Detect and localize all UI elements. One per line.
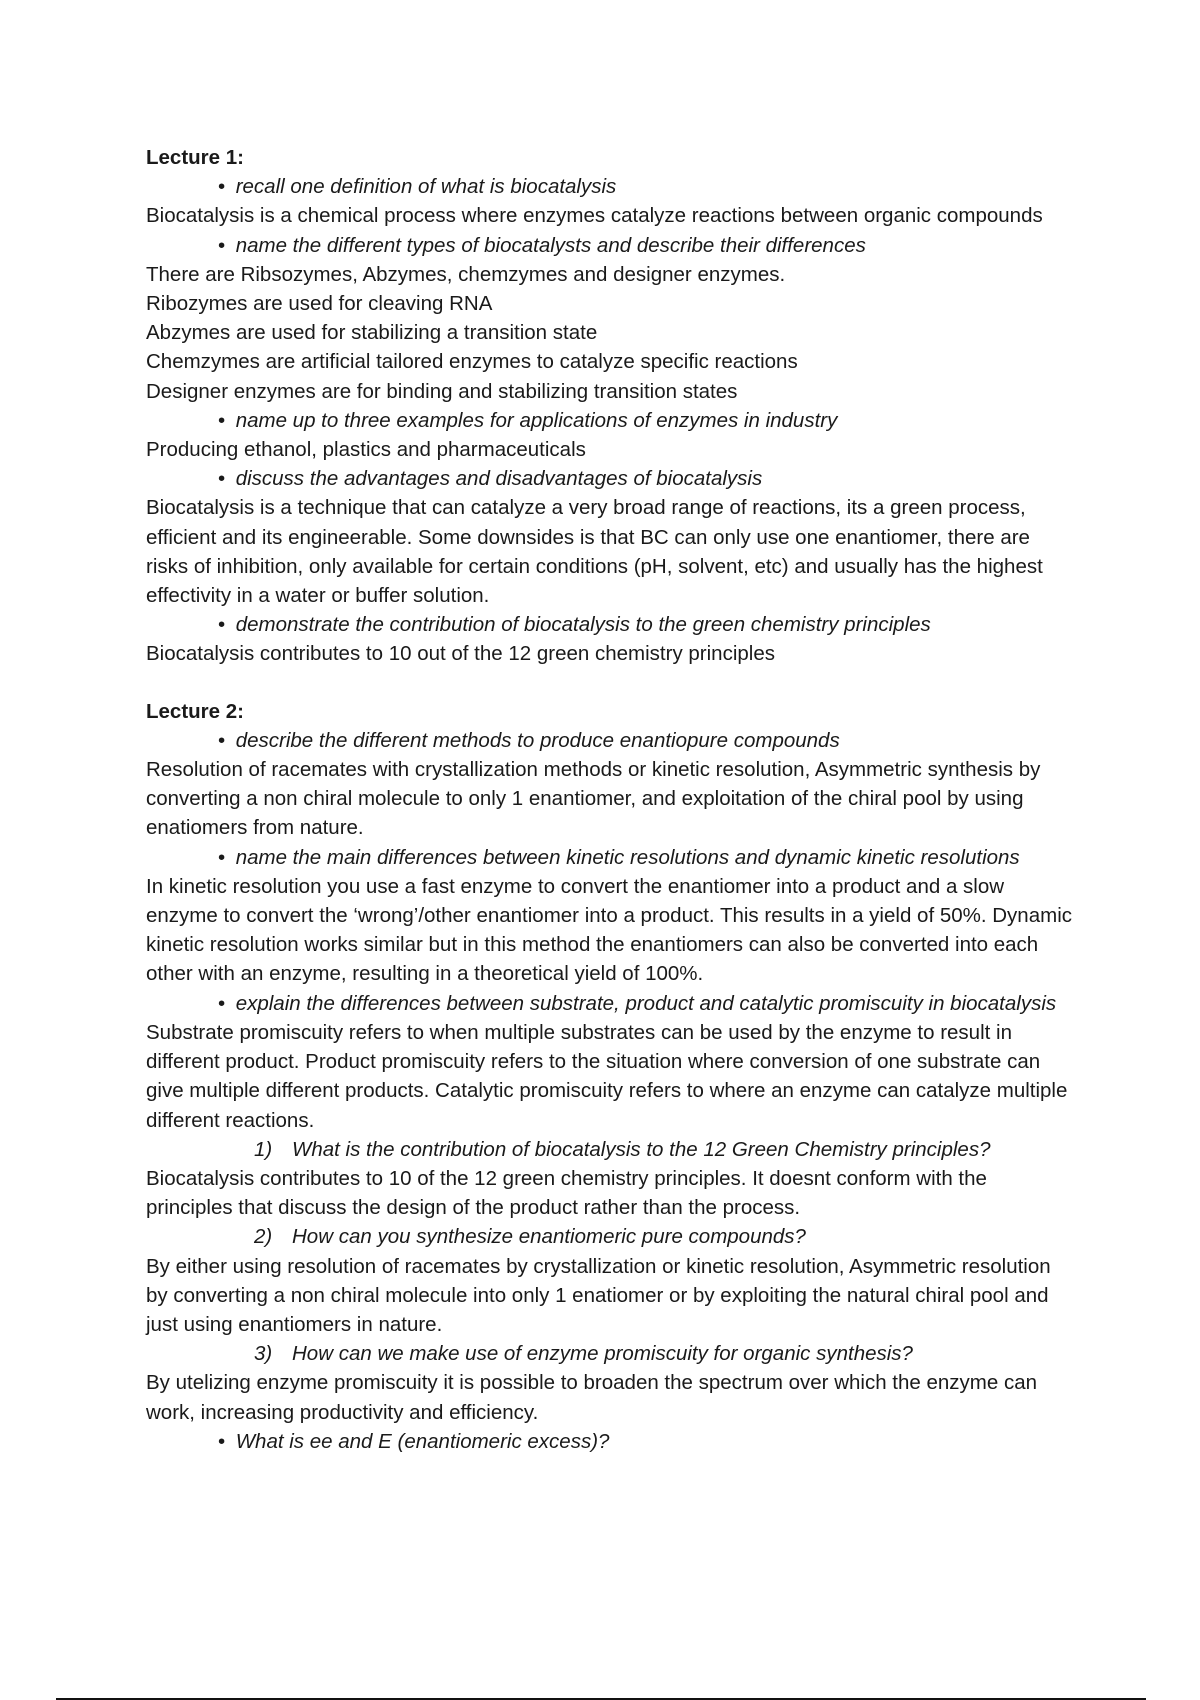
lecture-2-heading: Lecture 2: (146, 699, 244, 723)
bullet-icon: • (218, 845, 226, 869)
objective-bullet (218, 726, 1076, 755)
question-number: 2) (254, 1225, 273, 1249)
objective-bullet (218, 610, 1076, 639)
bullet-icon: • (218, 728, 226, 752)
answer-line: Abzymes are used for stabilizing a transition state (146, 321, 598, 345)
objective-text: What is ee and E (enantiomeric excess)? (235, 1429, 610, 1453)
answer-paragraph: Substrate promiscuity refers to when multiple substrates can be used by the enzyme to result in different product. Product promiscuity refers to the situation where conversion of one substrate can give multiple different products. Catalytic promiscuity refers to where an enzyme can catalyze multiple different reactions. (146, 1020, 1068, 1132)
objective-bullet (218, 1427, 1076, 1456)
objective-text: name the main differences between kinetic resolutions and dynamic kinetic resolutions (235, 845, 1020, 869)
question-text: How can you synthesize enantiomeric pure compounds? (292, 1225, 806, 1249)
question-item (254, 1135, 1076, 1164)
answer-paragraph: Biocatalysis contributes to 10 of the 12 green chemistry principles. It doesnt conform with the principles that discuss the design of the product rather than the process. (146, 1166, 987, 1220)
question-item (254, 1222, 1076, 1251)
answer-paragraph: By either using resolution of racemates by crystallization or kinetic resolution, Asymmetric resolution by converting a non chiral molecule into only 1 enatiomer or by exploiting the natural chiral pool and just using enantiomers in nature. (146, 1254, 1051, 1336)
objective-bullet (218, 464, 1076, 493)
answer-paragraph: By utelizing enzyme promiscuity it is possible to broaden the spectrum over which the enzyme can work, increasing productivity and efficiency. (146, 1371, 1038, 1424)
objective-bullet (218, 406, 1076, 435)
answer-paragraph: Biocatalysis is a technique that can catalyze a very broad range of reactions, its a green process, efficient and its engineerable. Some downsides is that BC can only use one enantiomer, there are risks of inhibition, only available for certain conditions (pH, solvent, etc) and usually has the highest effectivity in a water or buffer solution. (146, 496, 1043, 608)
objective-bullet (218, 231, 1076, 260)
answer-line: Designer enzymes are for binding and stabilizing transition states (146, 379, 738, 403)
bullet-icon: • (218, 1429, 226, 1453)
question-number: 1) (254, 1137, 273, 1161)
lecture-1-heading: Lecture 1: (146, 146, 244, 169)
answer-line: There are Ribsozymes, Abzymes, chemzymes and designer enzymes. (146, 262, 786, 286)
bullet-icon: • (218, 991, 226, 1015)
objective-text: name the different types of biocatalysts and describe their differences (235, 233, 866, 257)
question-item (254, 1339, 1076, 1368)
answer-paragraph: In kinetic resolution you use a fast enzyme to convert the enantiomer into a product and a slow enzyme to convert the ‘wrong’/other enantiomer into a product. This results in a yield of 50%. Dynamic kinetic resolution works similar but in this method the enantiomers can also be converted into each other with an enzyme, resulting in a theoretical yield of 100%. (146, 874, 1072, 986)
answer-paragraph: Biocatalysis contributes to 10 out of the 12 green chemistry principles (146, 642, 775, 666)
objective-bullet (218, 843, 1076, 872)
question-text: How can we make use of enzyme promiscuity for organic synthesis? (292, 1342, 913, 1366)
section-gap (146, 669, 1076, 697)
bullet-icon: • (218, 175, 226, 199)
bullet-icon: • (218, 613, 226, 637)
objective-bullet (218, 172, 1076, 201)
answer-paragraph: Resolution of racemates with crystallization methods or kinetic resolution, Asymmetric synthesis by converting a non chiral molecule to only 1 enantiomer, and exploitation of the chiral pool by using enatiomers from nature. (146, 758, 1041, 840)
objective-text: name up to three examples for applications of enzymes in industry (235, 408, 838, 432)
question-text: What is the contribution of biocatalysis to the 12 Green Chemistry principles? (292, 1137, 991, 1161)
question-number: 3) (254, 1342, 273, 1366)
answer-paragraph: Producing ethanol, plastics and pharmaceuticals (146, 438, 586, 462)
objective-text: explain the differences between substrate, product and catalytic promiscuity in biocatalysis (235, 991, 1057, 1015)
objective-text: discuss the advantages and disadvantages of biocatalysis (235, 467, 763, 491)
answer-line: Chemzymes are artificial tailored enzymes to catalyze specific reactions (146, 350, 798, 374)
bullet-icon: • (218, 233, 226, 257)
objective-bullet (218, 989, 1076, 1018)
objective-text: demonstrate the contribution of biocatalysis to the green chemistry principles (235, 613, 931, 637)
bullet-icon: • (218, 408, 226, 432)
bullet-icon: • (218, 467, 226, 491)
objective-text: describe the different methods to produce enantiopure compounds (235, 728, 840, 752)
objective-text: recall one definition of what is biocatalysis (235, 175, 617, 199)
answer-line: Ribozymes are used for cleaving RNA (146, 292, 493, 316)
document-page (146, 143, 1076, 1456)
answer-paragraph: Biocatalysis is a chemical process where enzymes catalyze reactions between organic compounds (146, 204, 1043, 228)
